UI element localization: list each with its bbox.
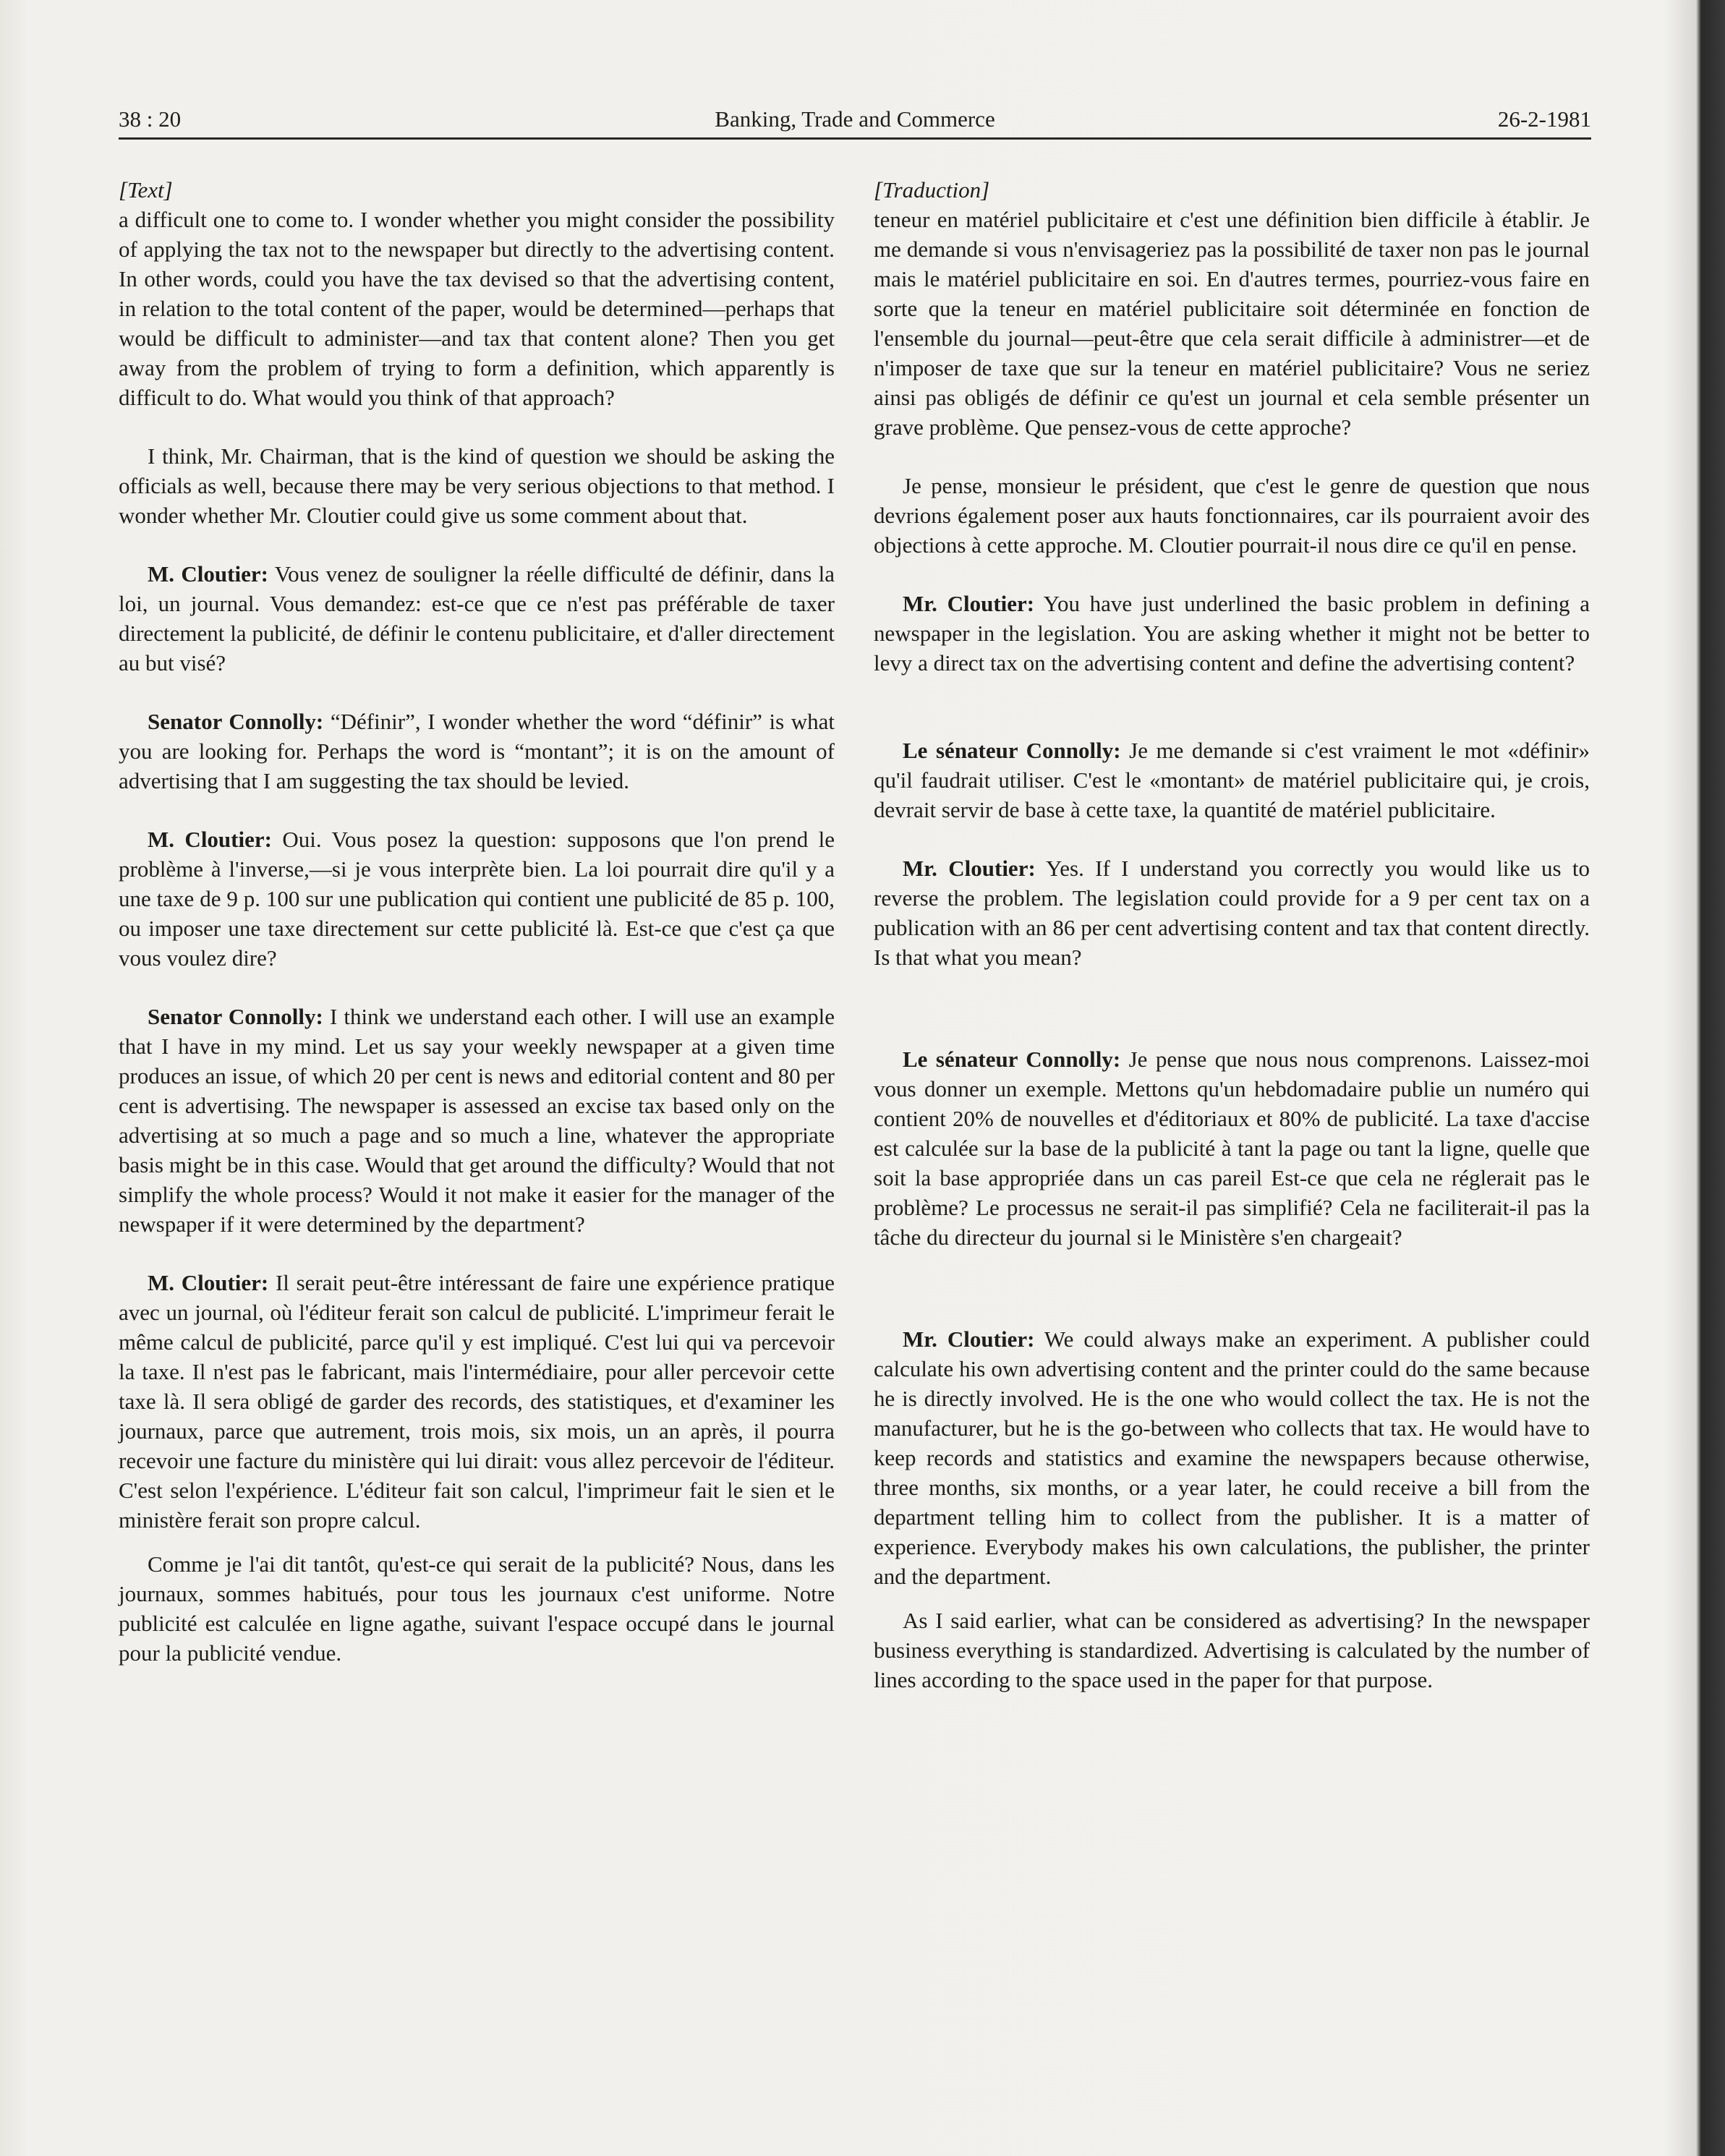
paragraph: Mr. Cloutier: We could always make an experiment. A publisher could calculate his own advertising content and the printer could do the same because he is directly involved. He is the one who would collect the tax. He is not the manufacturer, but he is the go-between who collects that tax. He would have to keep records and statistics and examine the newspapers because otherwise, three months, six months, or a year later, he could receive a bill from the department telling him to collect from the publisher. It is a matter of experience. Everybody makes his own calculations, the publisher, the printer and the department. bbox=[874, 1326, 1590, 1589]
speaker-name: Senator Connolly: bbox=[148, 709, 324, 734]
speaker-name: M. Cloutier: bbox=[148, 1270, 269, 1295]
speaker-name: Senator Connolly: bbox=[148, 1004, 323, 1029]
page-number: 38 : 20 bbox=[119, 106, 182, 132]
left-column bbox=[119, 175, 835, 1668]
paragraph: Mr. Cloutier: You have just underlined the basic problem in defining a newspaper in the legislation. You are asking whether it might not be better to levy a direct tax on the advertising content and define the advertising content? bbox=[874, 591, 1590, 676]
paragraph: Mr. Cloutier: Yes. If I understand you correctly you would like us to reverse the problem. The legislation could provide for a 9 per cent tax on a publication with an 86 per cent advertising content and tax that content directly. Is that what you mean? bbox=[874, 856, 1590, 970]
paragraph: I think, Mr. Chairman, that is the kind of question we should be asking the officials as well, because there may be very serious objections to that method. I wonder whether Mr. Cloutier could give us some comment about that. bbox=[119, 443, 835, 528]
paragraph: M. Cloutier: Vous venez de souligner la réelle difficulté de définir, dans la loi, un journal. Vous demandez: est-ce que ce n'est pas préférable de taxer directement la publicité, de définir le contenu publicitaire, et d'aller directement au but visé? bbox=[119, 561, 835, 676]
paragraph: Le sénateur Connolly: Je me demande si c'est vraiment le mot «définir» qu'il faudrait utiliser. C'est le «montant» de matériel publicitaire qui, je crois, devrait servir de base à cette taxe, la quantité de matériel publicitaire. bbox=[874, 738, 1590, 822]
session-date: 26-2-1981 bbox=[1497, 106, 1591, 132]
column-label-traduction: [Traduction] bbox=[874, 177, 990, 203]
paragraph: As I said earlier, what can be considered as advertising? In the newspaper business everything is standardized. Advertising is calculated by the number of lines according to the space used in the paper for that purpose. bbox=[874, 1608, 1590, 1692]
speaker-name: Le sénateur Connolly: bbox=[903, 1047, 1121, 1072]
paragraph: M. Cloutier: Oui. Vous posez la question: supposons que l'on prend le problème à l'inverse,—si je vous interprète bien. La loi pourrait dire qu'il y a une taxe de 9 p. 100 sur une publication qui contient une publicité de 85 p. 100, ou imposer une taxe directement sur cette publicité là. Est-ce que c'est ça que vous voulez dire? bbox=[119, 827, 835, 971]
column-label-text: [Text] bbox=[119, 177, 173, 203]
committee-title: Banking, Trade and Commerce bbox=[715, 106, 995, 132]
speaker-name: Mr. Cloutier: bbox=[903, 1326, 1035, 1352]
paragraph: M. Cloutier: Il serait peut-être intéressant de faire une expérience pratique avec un journal, où l'éditeur ferait son calcul de publicité. L'imprimeur ferait le même calcul de publicité, parce qu'il y est impliqué. C'est lui qui va percevoir la taxe. Il n'est pas le fabricant, mais l'intermédiaire, pour aller percevoir cette taxe là. Il sera obligé de garder des records, des statistiques, et d'examiner les journaux, parce que autrement, trois mois, six mois, un an après, il pourra recevoir une facture du ministère qui lui dirait: vous allez percevoir de l'éditeur. C'est selon l'expérience. L'éditeur fait son calcul, l'imprimeur fait le sien et le ministère ferait son propre calcul. bbox=[119, 1270, 835, 1533]
running-header bbox=[119, 101, 1591, 137]
paragraph: a difficult one to come to. I wonder whether you might consider the possibility of applying the tax not to the newspaper but directly to the advertising content. In other words, could you have the tax devised so that the advertising content, in relation to the total content of the paper, would be determined—perhaps that would be difficult to administer—and tax that content alone? Then you get away from the problem of trying to form a definition, which apparently is difficult to do. What would you think of that approach? bbox=[119, 207, 835, 410]
paragraph: Comme je l'ai dit tantôt, qu'est-ce qui serait de la publicité? Nous, dans les journaux, sommes habitués, pour tous les journaux c'est uniforme. Notre publicité est calculée en ligne agathe, suivant l'espace occupé dans le journal pour la publicité vendue. bbox=[119, 1551, 835, 1666]
speaker-name: Mr. Cloutier: bbox=[903, 856, 1036, 881]
right-column bbox=[874, 175, 1590, 1695]
speaker-name: M. Cloutier: bbox=[148, 561, 268, 587]
paragraph: teneur en matériel publicitaire et c'est une définition bien difficile à établir. Je me demande si vous n'envisageriez pas la possibilité de taxer non pas le journal mais le matériel publicitaire en soi. En d'autres termes, pourriez-vous faire en sorte que la teneur en matériel publicitaire soit déterminée en fonction de l'ensemble du journal—peut-être que cela serait difficile à administrer—et de n'imposer de taxe que sur la teneur en matériel publicitaire? Vous ne seriez ainsi pas obligés de définir ce qu'est un journal et cela semble présenter un grave problème. Que pensez-vous de cette approche? bbox=[874, 207, 1590, 440]
speaker-name: M. Cloutier: bbox=[148, 827, 272, 852]
paragraph: Je pense, monsieur le président, que c'est le genre de question que nous devrions également poser aux hauts fonctionnaires, car ils pourraient avoir des objections à cette approche. M. Cloutier pourrait-il nous dire ce qu'il en pense. bbox=[874, 473, 1590, 558]
paragraph: Le sénateur Connolly: Je pense que nous nous comprenons. Laissez-moi vous donner un exemple. Mettons qu'un hebdomadaire publie un numéro qui contient 20% de nouvelles et d'éditoriaux et 80% de publicité. La taxe d'accise est calculée sur la base de la publicité à tant la page ou tant la ligne, quelle que soit la base appropriée dans un cas pareil Est-ce que cela ne réglerait pas le problème? Le processus ne serait-il pas simplifié? Cela ne faciliterait-il pas la tâche du directeur du journal si le Ministère s'en chargeait? bbox=[874, 1047, 1590, 1250]
speaker-name: Le sénateur Connolly: bbox=[903, 738, 1121, 763]
paragraph: Senator Connolly: “Définir”, I wonder whether the word “définir” is what you are looking for. Perhaps the word is “montant”; it is on the amount of advertising that I am suggesting the tax should be levied. bbox=[119, 709, 835, 793]
speaker-name: Mr. Cloutier: bbox=[903, 591, 1035, 616]
header-rule bbox=[119, 137, 1591, 140]
paragraph: Senator Connolly: I think we understand each other. I will use an example that I have in my mind. Let us say your weekly newspaper at a given time produces an issue, of which 20 per cent is news and editorial content and 80 per cent is advertising. The newspaper is assessed an excise tax based only on the advertising at so much a page and so much a line, whatever the appropriate basis might be in this case. Would that get around the difficulty? Would that not simplify the whole process? Would it not make it easier for the manager of the newspaper if it were determined by the department? bbox=[119, 1004, 835, 1237]
